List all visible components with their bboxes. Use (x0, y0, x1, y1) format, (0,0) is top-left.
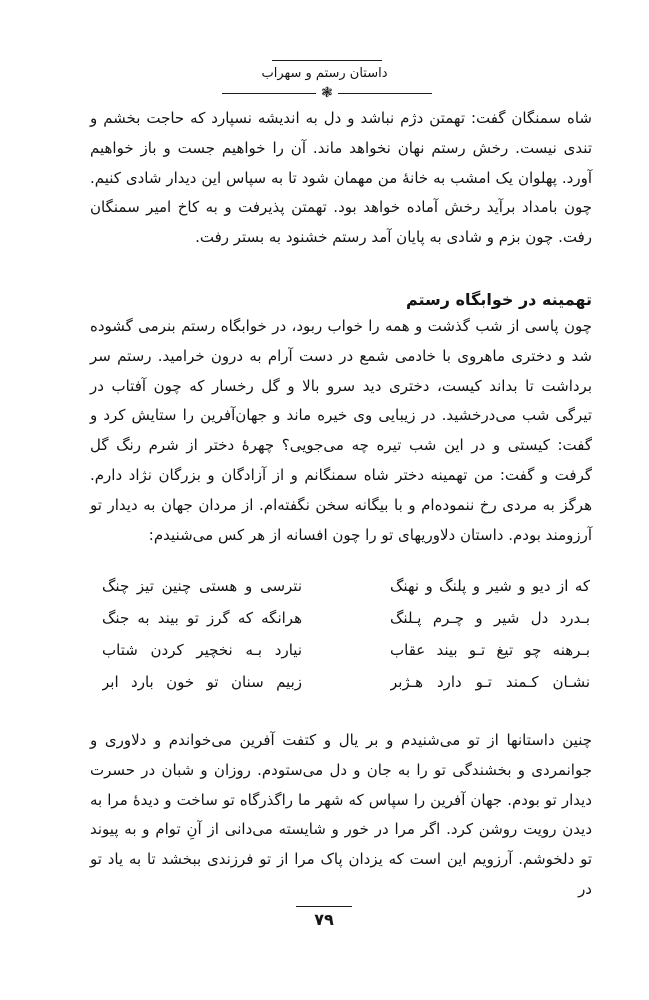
poem-hemistich-first: بـدرد دل شیر و چـرم پـلنگ (390, 609, 590, 627)
poem-hemistich-first: که از دیو و شیر و پلنگ و نهنگ (390, 577, 590, 595)
header-ornament-row (0, 86, 649, 100)
page-number: ۷۹ (314, 910, 334, 929)
closing-paragraph: چنین داستانها از تو می‌شنیدم و بر یال و کتفت آفرین می‌خواندم و دلاوری و جوانمردی و بخشندگی تو را به جان و دل می‌ستودم. روزان و شبان در حسرت دیدار تو بودم. جهان آفرین را سپاس که شهر ما راگذرگاه تو ساخت و دیدهٔ مرا به دیدن رویت روشن کرد. اگر مرا در خور و شایسته می‌دانی از آنِ توام و به پیوند تو دلخوشم. آرزویم این است که یزدان پاک مرا از تو فرزندی ببخشد تا به یاد تو در (90, 731, 592, 898)
header-ornament-line-right (338, 93, 432, 94)
paragraph: شاه سمنگان گفت: تهمتن دژم نباشد و دل به اندیشه نسپارد که حاجت بخشم و تندی نیست. رخش رستم نهان نخواهد ماند. آن را خواهیم جست و باز خواهیم آورد. پهلوان یک امشب به خانهٔ من مهمان شود تا به سپاس این دیدار شادی کنیم. چون بامداد برآید رخش آماده خواهد بود. تهمتن پذیرفت و به کاخ امیر سمنگان رفت. چون بزم و شادی به پایان آمد رستم خشنود به بستر رفت. (90, 109, 592, 247)
poem (90, 570, 592, 698)
poem-hemistich-second: زبیم سنان تو خون بارد ابر (102, 673, 302, 691)
poem-couplet (90, 570, 592, 602)
poem-hemistich-second: هرانگه که گرز تو بیند به جنگ (102, 609, 302, 627)
flower-ornament-icon: ❃ (321, 85, 333, 101)
poem-hemistich-first: بـرهنه چو تیغ تـو بیند عقاب (390, 641, 590, 659)
poem-hemistich-second: نیارد بـه نخچیر کردن شتاب (102, 641, 302, 659)
footer-rule (296, 906, 352, 907)
poem-hemistich-first: نشـان کـمند تـو دارد هـژبر (390, 673, 590, 691)
poem-couplet (90, 634, 592, 666)
section-paragraph: چون پاسی از شب گذشت و همه را خواب ربود، در خوابگاه رستم بنرمی گشوده شد و دختری ماهروی با خادمی شمع در دست آرام به درون خرامید. رستم سر برداشت تا بداند کیست، دختری دید سرو بالا و گل رخسار که چون آفتاب در تیرگی شب می‌درخشید. در زیبایی وی خیره ماند و جهان‌آفرین را ستایش کرد و گفت: کیستی و در این شب تیره چه می‌جویی؟ چهرهٔ دختر از شرم رنگ گل گرفت و گفت: من تهمینه دختر شاه سمنگانم و از آزادگان و بزرگان نژاد دارم. هرگز به مردی رخ ننموده‌ام و با بیگانه سخن نگفته‌ام. از مردان جهان به دیدار تو آرزومند بودم. داستان دلاوریهای تو را چون افسانه از هر کس می‌شنیدم: (90, 317, 592, 544)
poem-hemistich-second: نترسی و هستی چنین تیز چنگ (102, 577, 302, 595)
section-heading: تهمینه در خوابگاه رستم (405, 290, 592, 309)
poem-couplet (90, 602, 592, 634)
running-header-title: داستان رستم و سهراب (261, 66, 388, 81)
poem-couplet (90, 666, 592, 698)
header-top-rule (272, 60, 382, 61)
header-ornament-line-left (222, 93, 316, 94)
